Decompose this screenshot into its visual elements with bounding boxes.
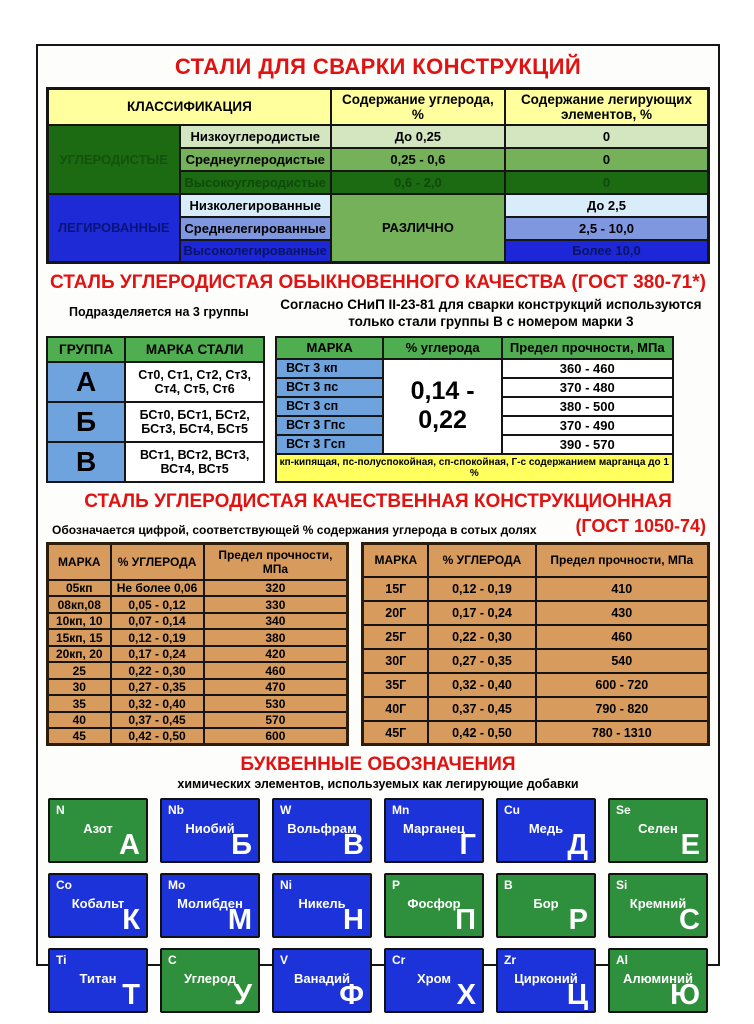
element-letter: Ц (566, 979, 588, 1012)
quality-steel-note-row (46, 516, 710, 537)
group-column-header: ГРУППА (47, 337, 125, 363)
mark-cell: 30Г (363, 649, 429, 673)
alloyed-group-label: ЛЕГИРОВАННЫЕ (48, 194, 180, 263)
mark-cell: 15Г (363, 577, 429, 601)
element-symbol: Cr (392, 953, 406, 968)
alloying-value: 0 (505, 171, 709, 194)
carbon-cell: 0,37 - 0,45 (111, 712, 204, 729)
element-name: Азот (83, 821, 113, 837)
element-name: Хром (417, 971, 451, 987)
element-letter: Ю (670, 979, 700, 1012)
element-letter: А (119, 829, 140, 862)
element-name: Никель (298, 896, 346, 912)
element-symbol: Mo (168, 878, 186, 893)
element-letter: В (343, 829, 364, 862)
page-title: СТАЛИ ДЛЯ СВАРКИ КОНСТРУКЦИЙ (174, 54, 582, 79)
element-symbol: Nb (168, 803, 184, 818)
steel-type: Высокоуглеродистые (180, 171, 331, 194)
element-name: Вольфрам (287, 821, 357, 837)
element-letter: Е (680, 829, 700, 862)
strength-cell: 530 (204, 695, 348, 712)
strength-cell: 790 - 820 (536, 697, 709, 721)
alloying-value: 2,5 - 10,0 (505, 217, 709, 240)
element-symbol: Se (616, 803, 631, 818)
mark-cell: 25Г (363, 625, 429, 649)
strength-cell: 370 - 490 (502, 416, 672, 435)
marks-footnote: кп-кипящая, пс-полуспокойная, сп-спокойная, Г-с содержанием марганца до 1 % (276, 454, 672, 482)
carbon-column-header: % УГЛЕРОДА (111, 543, 204, 580)
element-symbol: Si (616, 878, 628, 893)
quality-table-left (46, 542, 349, 747)
mark-cell: 05кп (48, 580, 111, 597)
steel-marks: Ст0, Ст1, Ст2, Ст3, Ст4, Ст5, Ст6 (125, 362, 264, 402)
element-card-v (272, 948, 372, 1013)
carbon-value: До 0,25 (331, 125, 505, 148)
element-name: Бор (533, 896, 559, 912)
element-symbol: Ni (280, 878, 292, 893)
mark-column-header: МАРКА (276, 337, 383, 359)
elements-heading: БУКВЕННЫЕ ОБОЗНАЧЕНИЯ (240, 754, 516, 776)
alloying-value: 0 (505, 125, 709, 148)
elements-subheading: химических элементов, используемых как легирующие добавки (177, 777, 579, 792)
mark-cell: ВСт 3 сп (276, 397, 383, 416)
element-letter: К (122, 904, 140, 937)
carbon-cell: 0,17 - 0,24 (111, 646, 204, 663)
mark-cell: ВСт 3 Гпс (276, 416, 383, 435)
element-letter: С (679, 904, 700, 937)
strength-cell: 330 (204, 596, 348, 613)
element-symbol: V (280, 953, 289, 968)
element-card-cu (496, 798, 596, 863)
snip-note: Согласно СНиП II-23-81 для сварки конструкций используются только стали группы В с номером марки 3 (280, 297, 702, 329)
element-card-p (384, 873, 484, 938)
mark-cell: 40Г (363, 697, 429, 721)
vst3-table (275, 336, 673, 483)
carbon-column-header: % УГЛЕРОДА (428, 543, 535, 577)
poster-frame (36, 44, 720, 1012)
mark-cell: 08кп,08 (48, 596, 111, 613)
quality-steel-heading: СТАЛЬ УГЛЕРОДИСТАЯ КАЧЕСТВЕННАЯ КОНСТРУКЦИОННАЯ (84, 490, 672, 512)
strength-cell: 470 (204, 679, 348, 696)
mark-cell: 45Г (363, 721, 429, 745)
element-symbol: B (504, 878, 513, 893)
mark-cell: 35 (48, 695, 111, 712)
element-name: Ванадий (294, 971, 350, 987)
element-card-nb (160, 798, 260, 863)
group-letter: Б (47, 402, 125, 442)
classification-header: КЛАССИФИКАЦИЯ (48, 89, 331, 125)
steel-type: Среднеуглеродистые (180, 148, 331, 171)
carbon-cell: 0,07 - 0,14 (111, 613, 204, 630)
element-card-n (48, 798, 148, 863)
strength-column-header: Предел прочности, МПа (502, 337, 672, 359)
group-letter: В (47, 442, 125, 482)
steel-type: Среднелегированные (180, 217, 331, 240)
gost-label: (ГОСТ 1050-74) (575, 515, 706, 536)
mark-column-header: МАРКА (48, 543, 111, 580)
carbon-cell: 0,42 - 0,50 (111, 728, 204, 745)
element-symbol: W (280, 803, 292, 818)
mark-cell: ВСт 3 Гсп (276, 435, 383, 454)
carbon-header: Содержание углерода, % (331, 89, 505, 125)
element-name: Цирконий (514, 971, 578, 987)
quality-steel-note: Обозначается цифрой, соответствующей % содержания углерода в сотых долях (52, 522, 537, 537)
carbon-cell: 0,27 - 0,35 (111, 679, 204, 696)
carbon-value: 0,6 - 2,0 (331, 171, 505, 194)
mark-cell: ВСт 3 кп (276, 359, 383, 378)
strength-cell: 780 - 1310 (536, 721, 709, 745)
strength-cell: 600 - 720 (536, 673, 709, 697)
element-letter: Б (231, 829, 252, 862)
marks-column-header: МАРКА СТАЛИ (125, 337, 264, 363)
element-letter: Ф (339, 979, 364, 1012)
alloying-value: До 2,5 (505, 194, 709, 217)
strength-cell: 430 (536, 601, 709, 625)
element-name: Селен (638, 821, 678, 837)
element-symbol: C (168, 953, 177, 968)
strength-cell: 370 - 480 (502, 378, 672, 397)
element-card-al (608, 948, 708, 1013)
strength-cell: 600 (204, 728, 348, 745)
element-letter: Р (568, 904, 588, 937)
mark-cell: 40 (48, 712, 111, 729)
carbon-cell: 0,05 - 0,12 (111, 596, 204, 613)
element-symbol: Zr (504, 953, 516, 968)
carbon-cell: 0,32 - 0,40 (428, 673, 535, 697)
ordinary-steel-notes (46, 297, 710, 331)
strength-cell: 340 (204, 613, 348, 630)
mark-cell: 20кп, 20 (48, 646, 111, 663)
element-card-w (272, 798, 372, 863)
groups-note: Подразделяется на 3 группы (69, 305, 249, 319)
carbon-cell: 0,37 - 0,45 (428, 697, 535, 721)
element-symbol: Mn (392, 803, 410, 818)
strength-cell: 570 (204, 712, 348, 729)
carbon-value: 0,25 - 0,6 (331, 148, 505, 171)
element-card-mo (160, 873, 260, 938)
element-card-ti (48, 948, 148, 1013)
element-letter: Х (456, 979, 476, 1012)
strength-cell: 390 - 570 (502, 435, 672, 454)
strength-cell: 460 (204, 662, 348, 679)
element-card-c (160, 948, 260, 1013)
element-name: Углерод (184, 971, 236, 987)
mark-cell: ВСт 3 пс (276, 378, 383, 397)
strength-cell: 380 (204, 629, 348, 646)
mark-cell: 20Г (363, 601, 429, 625)
strength-cell: 320 (204, 580, 348, 597)
strength-column-header: Предел прочности, МПа (536, 543, 709, 577)
alloying-header: Содержание легирующих элементов, % (505, 89, 709, 125)
mark-cell: 15кп, 15 (48, 629, 111, 646)
steel-marks: ВСт1, ВСт2, ВСт3, ВСт4, ВСт5 (125, 442, 264, 482)
element-letter: Г (459, 829, 476, 862)
mark-column-header: МАРКА (363, 543, 429, 577)
strength-cell: 460 (536, 625, 709, 649)
groups-table (46, 336, 265, 483)
carbon-cell: 0,22 - 0,30 (111, 662, 204, 679)
carbon-cell: 0,12 - 0,19 (111, 629, 204, 646)
element-card-se (608, 798, 708, 863)
carbon-group-label: УГЛЕРОДИСТЫЕ (48, 125, 180, 194)
mark-cell: 10кп, 10 (48, 613, 111, 630)
element-symbol: Al (616, 953, 628, 968)
element-card-si (608, 873, 708, 938)
carbon-column-header: % углерода (383, 337, 502, 359)
group-letter: А (47, 362, 125, 402)
element-symbol: Co (56, 878, 72, 893)
element-letter: Т (122, 979, 140, 1012)
element-card-zr (496, 948, 596, 1013)
element-name: Алюминий (622, 971, 694, 987)
element-symbol: Cu (504, 803, 520, 818)
steel-marks: БСт0, БСт1, БСт2, БСт3, БСт4, БСт5 (125, 402, 264, 442)
mark-cell: 25 (48, 662, 111, 679)
element-card-b (496, 873, 596, 938)
quality-table-right (361, 542, 710, 747)
element-card-co (48, 873, 148, 938)
strength-cell: 410 (536, 577, 709, 601)
carbon-cell: 0,22 - 0,30 (428, 625, 535, 649)
element-card-cr (384, 948, 484, 1013)
strength-cell: 360 - 460 (502, 359, 672, 378)
strength-cell: 380 - 500 (502, 397, 672, 416)
element-name: Кремний (629, 896, 687, 912)
element-symbol: N (56, 803, 65, 818)
carbon-cell: 0,32 - 0,40 (111, 695, 204, 712)
alloying-value: 0 (505, 148, 709, 171)
strength-cell: 540 (536, 649, 709, 673)
element-symbol: P (392, 878, 401, 893)
strength-column-header: Предел прочности, МПа (204, 543, 348, 580)
steel-type: Низкоуглеродистые (180, 125, 331, 148)
mark-cell: 45 (48, 728, 111, 745)
element-letter: Д (567, 829, 588, 862)
steel-type: Низколегированные (180, 194, 331, 217)
mark-cell: 35Г (363, 673, 429, 697)
elements-grid (46, 798, 710, 1013)
element-letter: П (455, 904, 476, 937)
mark-cell: 30 (48, 679, 111, 696)
element-name: Кобальт (71, 896, 125, 912)
carbon-cell: Не более 0,06 (111, 580, 204, 597)
element-name: Медь (528, 821, 564, 837)
element-card-mn (384, 798, 484, 863)
classification-table (46, 87, 710, 264)
element-letter: У (233, 979, 252, 1012)
element-card-ni (272, 873, 372, 938)
carbon-cell: 0,12 - 0,19 (428, 577, 535, 601)
carbon-cell: 0,17 - 0,24 (428, 601, 535, 625)
element-letter: М (227, 904, 252, 937)
element-letter: Н (343, 904, 364, 937)
alloying-value: Более 10,0 (505, 240, 709, 263)
element-name: Ниобий (185, 821, 235, 837)
element-name: Титан (79, 971, 117, 987)
element-name: Молибден (177, 896, 243, 912)
carbon-cell: 0,42 - 0,50 (428, 721, 535, 745)
ordinary-steel-heading: СТАЛЬ УГЛЕРОДИСТАЯ ОБЫКНОВЕННОГО КАЧЕСТВА (ГОСТ 380-71*) (50, 272, 706, 293)
carbon-range: 0,14 - 0,22 (383, 359, 502, 454)
strength-cell: 420 (204, 646, 348, 663)
alloyed-carbon-value: РАЗЛИЧНО (331, 194, 505, 263)
carbon-cell: 0,27 - 0,35 (428, 649, 535, 673)
element-symbol: Ti (56, 953, 67, 968)
element-name: Марганец (403, 821, 465, 837)
steel-type: Высоколегированные (180, 240, 331, 263)
element-name: Фосфор (407, 896, 461, 912)
